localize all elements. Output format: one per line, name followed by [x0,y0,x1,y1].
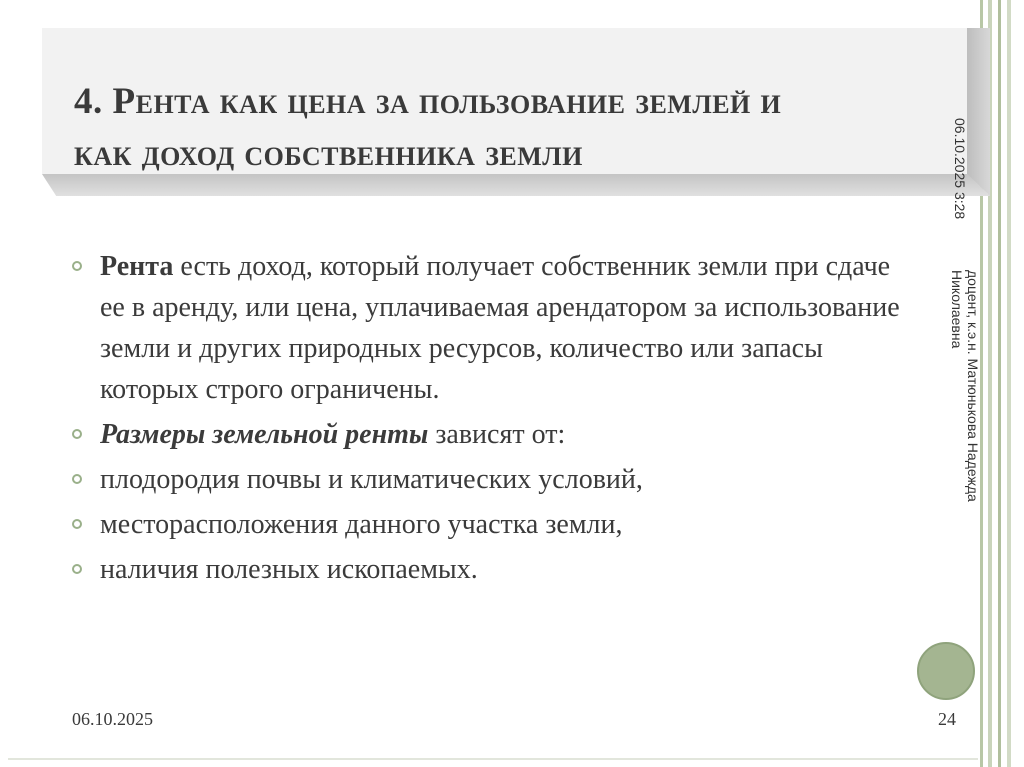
title-banner-side-bevel [967,28,990,196]
side-author: доцент, к.э.н. Матюнькова Надежда Николаевна [949,270,981,502]
bullet-ring-icon [72,261,82,271]
bullet-item-rent-size [70,414,920,455]
title-banner [42,28,990,196]
bullet-lead-term: Размеры земельной ренты [100,419,429,450]
bullet-text: плодородия почвы и климатических условий, [100,464,643,495]
bullet-lead-term: Рента [100,251,174,282]
bullet-item-fertility [70,459,920,500]
bullet-ring-icon [72,474,82,484]
bullet-ring-icon [72,564,82,574]
bullet-ring-icon [72,519,82,529]
slide-title-line-1: 4. Рента как цена за пользование землей и [74,81,782,122]
side-datetime: 06.10.2025 3:28 [952,118,968,220]
bullet-text: наличия полезных ископаемых. [100,554,478,585]
bullet-item-minerals [70,549,920,590]
bullet-text: зависят от: [428,419,566,450]
bullet-list [70,246,920,594]
footer-page-number: 24 [938,709,956,729]
bullet-item-location [70,504,920,545]
bullet-ring-icon [72,429,82,439]
bullet-text: есть доход, который получает собственник земли при сдаче ее в аренду, или цена, уплачиваемая арендатором за использование земли и других природных ресурсов, количество или запасы которых строго ограничены. [100,251,900,405]
slide-title [74,76,934,180]
bullet-item-rent-definition [70,246,920,410]
bullet-text: месторасположения данного участка земли, [100,509,623,540]
slide-title-line-2: как доход собственника земли [74,133,583,174]
footer-date: 06.10.2025 [72,709,153,729]
decorative-circle [917,642,975,700]
